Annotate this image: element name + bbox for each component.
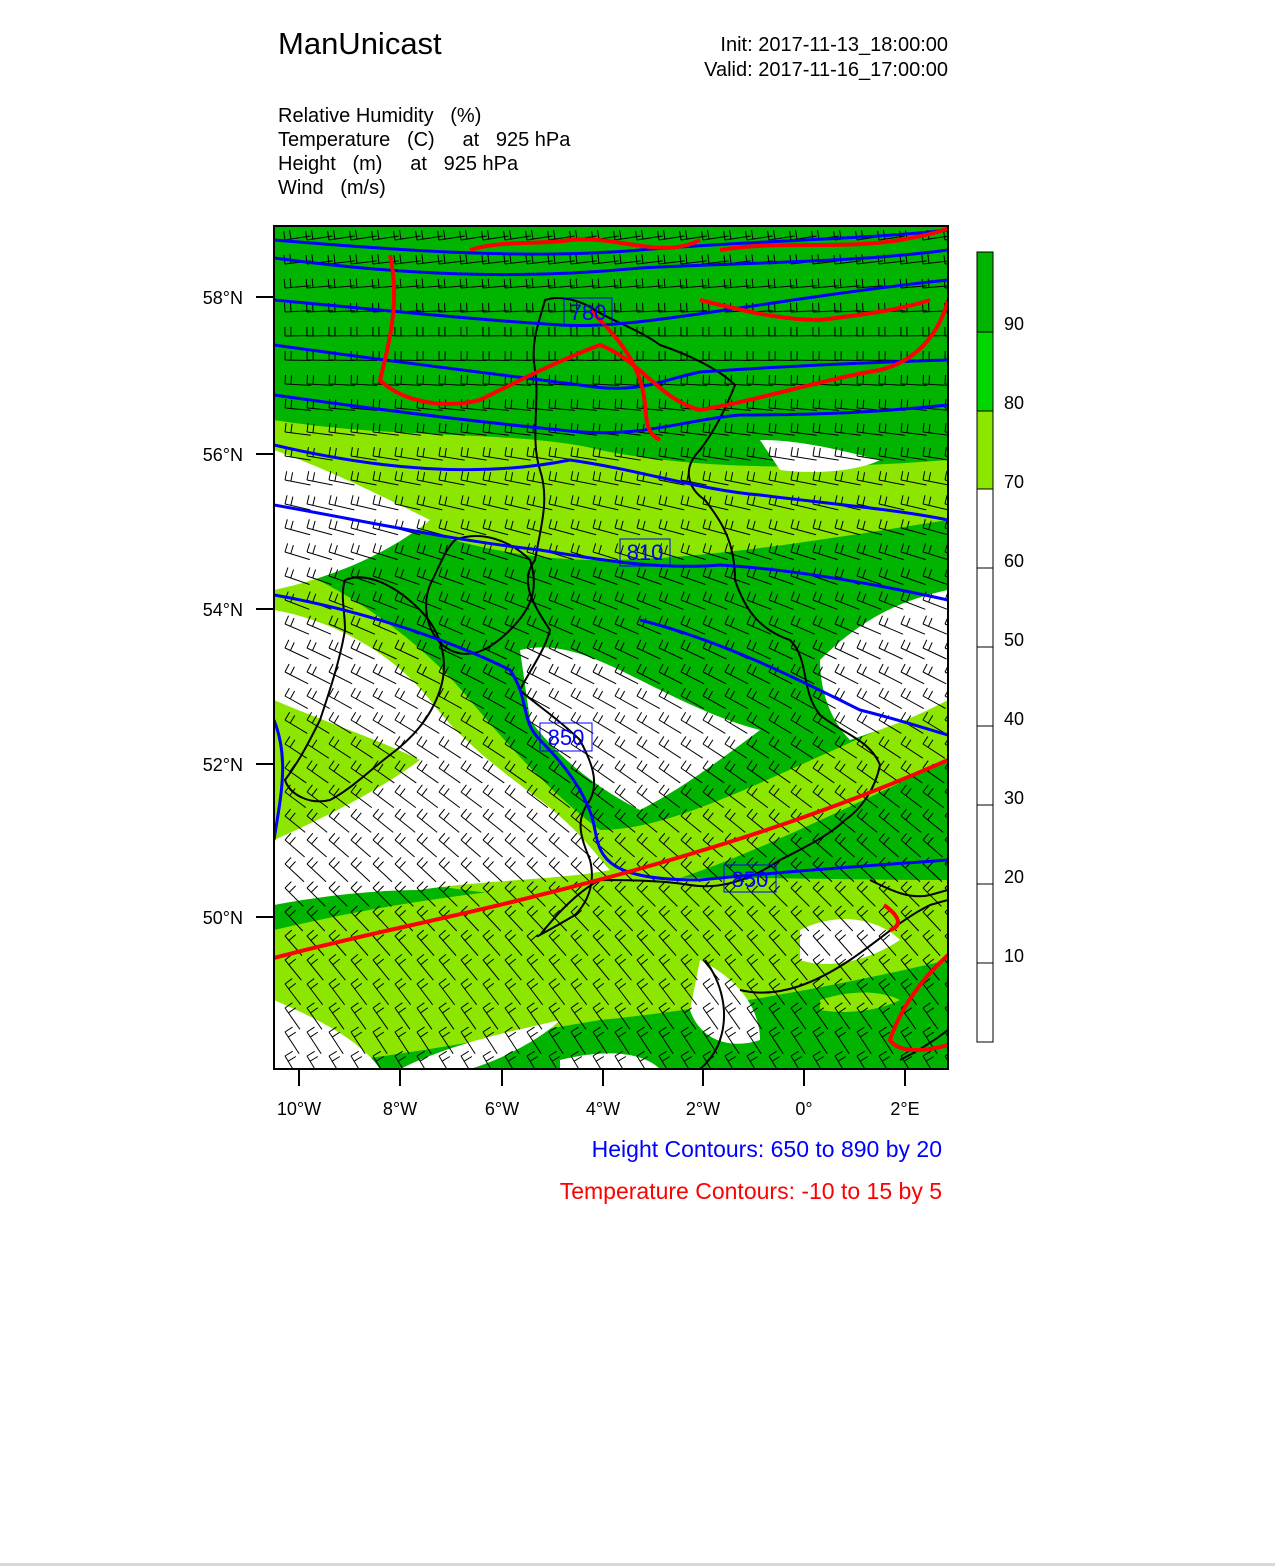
lon-tick-6w: 6°W — [484, 1099, 520, 1119]
lon-tick-2e: 2°E — [890, 1099, 920, 1119]
latitude-axis — [256, 297, 274, 917]
wind-barb-flag — [949, 959, 956, 965]
colorbar-label-70: 70 — [1004, 472, 1025, 492]
colorbar-label-80: 80 — [1004, 393, 1025, 413]
lat-tick-56n: 56°N — [202, 445, 243, 465]
colorbar-label-40: 40 — [1004, 709, 1025, 729]
wind-barb-flag — [949, 886, 955, 892]
colorbar-bin-70-80 — [977, 411, 993, 489]
lon-tick-2w: 2°W — [685, 1099, 721, 1119]
wind-barb-flag — [950, 691, 954, 699]
wind-barb-flag — [950, 254, 951, 263]
lat-tick-52n: 52°N — [202, 755, 243, 775]
height-contour-legend: Height Contours: 650 to 890 by 20 — [591, 1136, 942, 1162]
wind-barb-flag — [950, 667, 954, 675]
wind-barb-flag — [950, 230, 951, 239]
wind-barb-flag — [950, 715, 955, 723]
contour-label-780: 780 — [569, 300, 607, 325]
wind-barb-flag — [950, 279, 951, 288]
wind-barb-flag — [948, 1008, 955, 1013]
lon-tick-10w: 10°W — [276, 1099, 322, 1119]
lat-tick-50n: 50°N — [202, 908, 243, 928]
wind-barb-flag — [951, 497, 953, 506]
wind-barb-flag — [950, 764, 955, 771]
wind-barb-flag — [949, 935, 956, 941]
wind-barb-flag — [951, 424, 952, 433]
wind-barb-flag — [950, 788, 955, 795]
colorbar-label-90: 90 — [1004, 314, 1025, 334]
rh-shading — [274, 226, 948, 1069]
wind-barb-flag — [951, 448, 952, 457]
wind-barb-flag — [950, 642, 954, 650]
wind-barb-flag — [951, 618, 955, 626]
wind-barb-flag — [948, 1056, 956, 1061]
temperature-contour-legend: Temperature Contours: -10 to 15 by 5 — [559, 1178, 942, 1204]
longitude-axis — [299, 1069, 905, 1086]
colorbar-bin-80-90 — [977, 332, 993, 411]
colorbar-label-30: 30 — [1004, 788, 1025, 808]
lon-tick-4w: 4°W — [585, 1099, 621, 1119]
colorbar-label-20: 20 — [1004, 867, 1025, 887]
field-wind-label: Wind (m/s) — [278, 177, 386, 199]
field-height-label: Height (m) at 925 hPa — [278, 153, 519, 175]
colorbar-bin-90-100 — [977, 252, 993, 332]
wind-barb-flag — [951, 594, 954, 602]
contour-label-810: 810 — [626, 540, 664, 565]
field-temp-label: Temperature (C) at 925 hPa — [278, 129, 571, 151]
wind-barb-flag — [951, 569, 954, 578]
lon-tick-0: 0° — [795, 1099, 813, 1119]
wind-barb-flag — [948, 1032, 956, 1037]
init-time: Init: 2017-11-13_18:00:00 — [720, 34, 948, 56]
colorbar-label-50: 50 — [1004, 630, 1025, 650]
wind-barb-flag — [949, 983, 956, 988]
colorbar — [977, 252, 1024, 1042]
valid-time: Valid: 2017-11-16_17:00:00 — [704, 59, 948, 81]
wind-barb-flag — [949, 910, 956, 916]
wind-barb-flag — [951, 472, 953, 481]
field-rh-label: Relative Humidity (%) — [278, 105, 482, 127]
wind-barb-flag — [950, 813, 956, 820]
wind-barb-flag — [949, 862, 955, 869]
wind-barb-flag — [950, 740, 955, 748]
contour-label-850-east: 850 — [731, 867, 769, 892]
lat-tick-58n: 58°N — [202, 288, 243, 308]
colorbar-label-10: 10 — [1004, 946, 1025, 966]
lon-tick-8w: 8°W — [382, 1099, 418, 1119]
wind-barb-flag — [951, 545, 954, 554]
app-title: ManUnicast — [278, 26, 442, 61]
colorbar-label-60: 60 — [1004, 551, 1025, 571]
contour-label-850-west: 850 — [547, 725, 585, 750]
lat-tick-54n: 54°N — [202, 600, 243, 620]
wind-barb-flag — [951, 521, 953, 530]
wind-barb-flag — [951, 400, 952, 409]
wind-barb-flag — [950, 837, 956, 844]
